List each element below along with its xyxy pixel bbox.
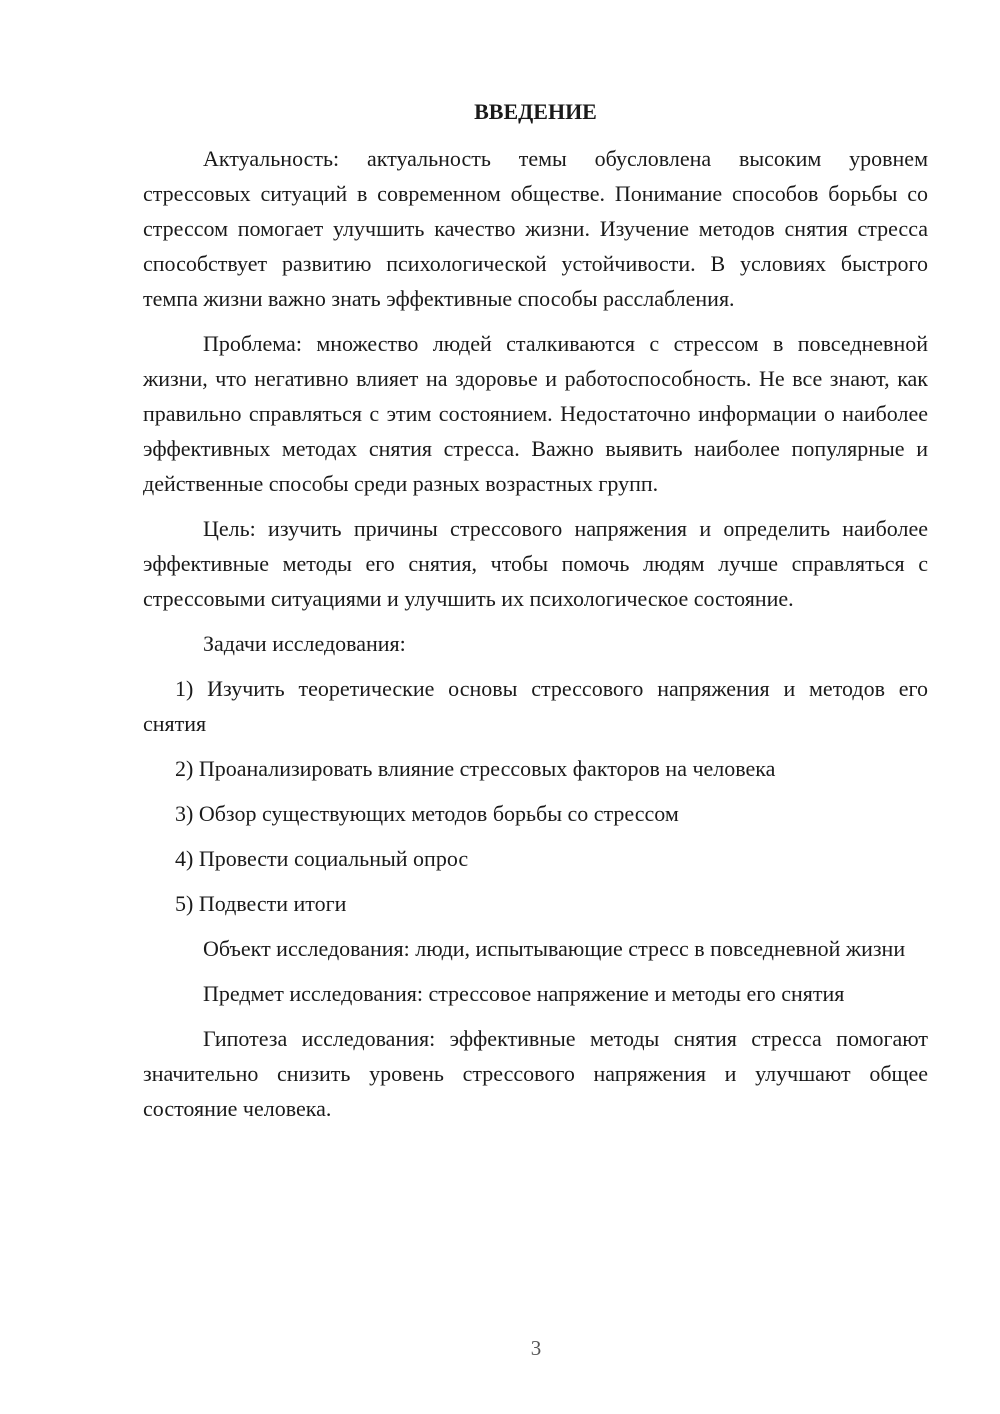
hypothesis-paragraph: Гипотеза исследования: эффективные методы снятия стресса помогают значительно снизить уровень стрессового напряжения и улучшают общее состояние человека. — [143, 1026, 928, 1121]
task-item-2: 2) Проанализировать влияние стрессовых факторов на человека — [175, 756, 776, 781]
tasks-heading: Задачи исследования: — [203, 631, 406, 656]
task-item-3: 3) Обзор существующих методов борьбы со стрессом — [175, 801, 679, 826]
task-item-5: 5) Подвести итоги — [175, 891, 347, 916]
page-title: ВВЕДЕНИЕ — [474, 99, 597, 124]
relevance-paragraph: Актуальность: актуальность темы обусловлена высоким уровнем стрессовых ситуаций в современном обществе. Понимание способов борьбы со стрессом помогает улучшить качество жизни. Изучение методов снятия стресса способствует развитию психологической устойчивости. В условиях быстрого темпа жизни важно знать эффективные способы расслабления. — [143, 146, 928, 311]
subject-paragraph: Предмет исследования: стрессовое напряжение и методы его снятия — [203, 981, 845, 1006]
problem-paragraph: Проблема: множество людей сталкиваются с стрессом в повседневной жизни, что негативно влияет на здоровье и работоспособность. Не все знают, как правильно справляться с этим состоянием. Недостаточно информации о наиболее эффективных методах снятия стресса. Важно выявить наиболее популярные и действенные способы среди разных возрастных групп. — [143, 331, 928, 496]
task-item-4: 4) Провести социальный опрос — [175, 846, 469, 871]
page-number: 3 — [530, 1336, 542, 1360]
task-item-1: 1) Изучить теоретические основы стрессового напряжения и методов его снятия — [143, 676, 928, 736]
document-body — [143, 141, 928, 1136]
goal-paragraph: Цель: изучить причины стрессового напряжения и определить наиболее эффективные методы его снятия, чтобы помочь людям лучше справляться с стрессовыми ситуациями и улучшить их психологическое состояние. — [143, 516, 928, 611]
object-paragraph: Объект исследования: люди, испытывающие стресс в повседневной жизни — [203, 936, 906, 961]
